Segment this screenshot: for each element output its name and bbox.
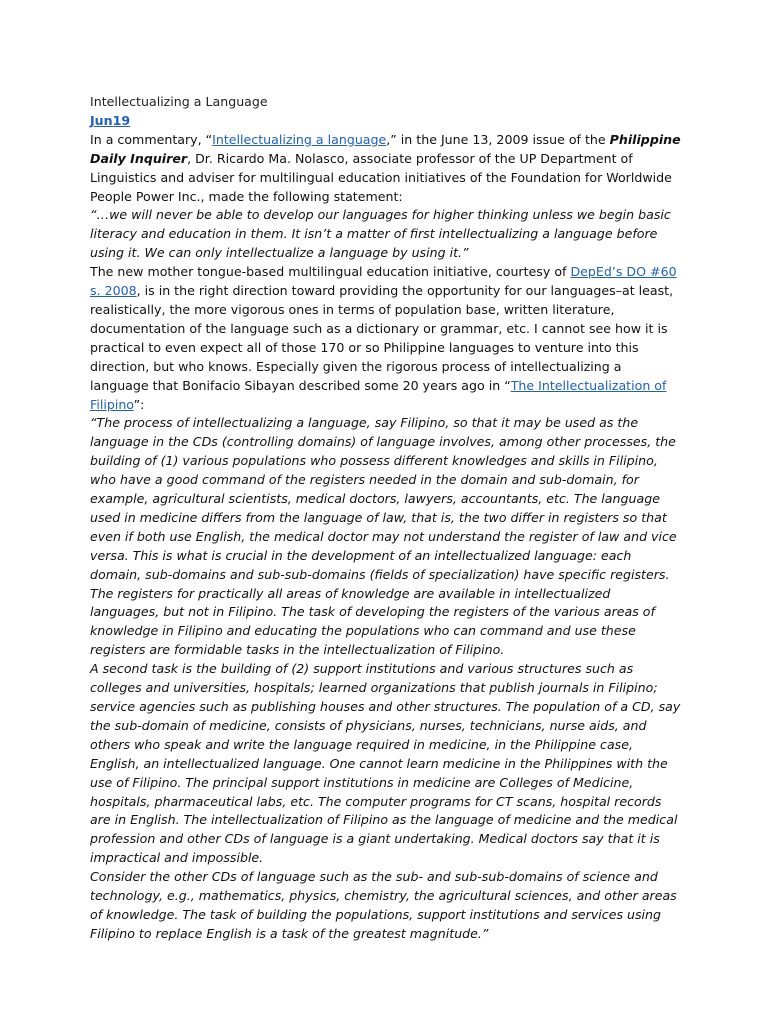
nolasco-quote-text: “…we will never be able to develop our languages for higher thinking unless we begin basic literacy and education in them. It isn’t a matter of first intellectualizing a language before using it. We can only intellectualize a language by using it.” [90,207,671,261]
date-day: 19 [112,112,131,128]
nolasco-quote [90,206,682,263]
deped-paragraph [90,263,682,414]
sibayan-quote-para-1 [90,414,682,660]
deped-order-link[interactable]: DepEd’s DO #60 s. 2008 [90,264,677,299]
deped-text-2: , is in the right direction toward providing the opportunity for our languages–at least, realistically, the more vigorous ones in terms of population base, written literature, documentation of the language such as a dictionary or grammar, etc. I cannot see how it is practical to even expect all of those 170 or so Philippine languages to venture into this direction, but who knows. Especially given the rigorous process of intellectualizing a language that Bonifacio Sibayan described some 20 years ago in “ [90,283,674,393]
post-date [90,112,682,131]
sibayan-quote-para-2 [90,660,682,868]
article-title: Intellectualizing a Language [90,94,268,109]
commentary-link[interactable]: Intellectualizing a language [212,131,387,147]
date-link[interactable] [90,113,130,128]
deped-text-3: ”: [133,396,145,412]
intellectualization-filipino-link[interactable]: The Intellectualization of Filipino [90,377,667,412]
intro-paragraph [90,131,682,207]
date-month: Jun [90,112,113,128]
sibayan-quote-text-1: “The process of intellectualizing a language, say Filipino, so that it may be used as the language in the CDs (controlling domains) of language involves, among other processes, the building of (1) various populations who possess different knowledges and skills in Filipino, who have a good command of the registers needed in the domain and sub-domain, for example, agricultural scientists, medical doctors, lawyers, accountants, etc. The language used in medicine differs from the language of law, that is, the two differ in registers so that even if both use English, the medical doctor may not understand the register of law and vice versa. This is what is crucial in the development of an intellectualized language: each domain, sub-domains and sub-sub-domains (fields of specialization) have specific registers. The registers for practically all areas of knowledge are available in intellectualized languages, but not in Filipino. The task of developing the registers of the various areas of knowledge in Filipino and educating the populations who can command and use these registers are formidable tasks in the intellectualization of Filipino. [90,415,677,658]
intro-text-2: ,” in the June 13, 2009 issue of the [386,131,610,147]
publication-name: Philippine Daily Inquirer [90,131,681,166]
deped-text-1: The new mother tongue-based multilingual education initiative, courtesy of [90,264,571,280]
intro-text-3: , Dr. Ricardo Ma. Nolasco, associate professor of the UP Department of Linguistics and adviser for multilingual education initiatives of the Foundation for Worldwide People Power Inc., made the following statement: [90,150,672,204]
article-body [90,93,682,944]
intro-text-1: In a commentary, “ [90,131,213,147]
sibayan-quote-para-3 [90,868,682,944]
sibayan-quote-text-2: A second task is the building of (2) support institutions and various structures such as colleges and universities, hospitals; learned organizations that publish journals in Filipino; service agencies such as publishing houses and other structures. The population of a CD, say the sub-domain of medicine, consists of physicians, nurses, technicians, nurse aids, and others who speak and write the language required in medicine, in the Philippine case, English, an intellectualized language. One cannot learn medicine in the Philippines with the use of Filipino. The principal support institutions in medicine are Colleges of Medicine, hospitals, pharmaceutical labs, etc. The computer programs for CT scans, hospital records are in English. The intellectualization of Filipino as the language of medicine and the medical profession and other CDs of language is a giant undertaking. Medical doctors say that it is impractical and impossible. [90,661,681,866]
sibayan-quote-text-3: Consider the other CDs of language such as the sub- and sub-sub-domains of science and technology, e.g., mathematics, physics, chemistry, the agricultural sciences, and other areas of knowledge. The task of building the populations, support institutions and services using Filipino to replace English is a task of the greatest magnitude.” [90,869,677,941]
